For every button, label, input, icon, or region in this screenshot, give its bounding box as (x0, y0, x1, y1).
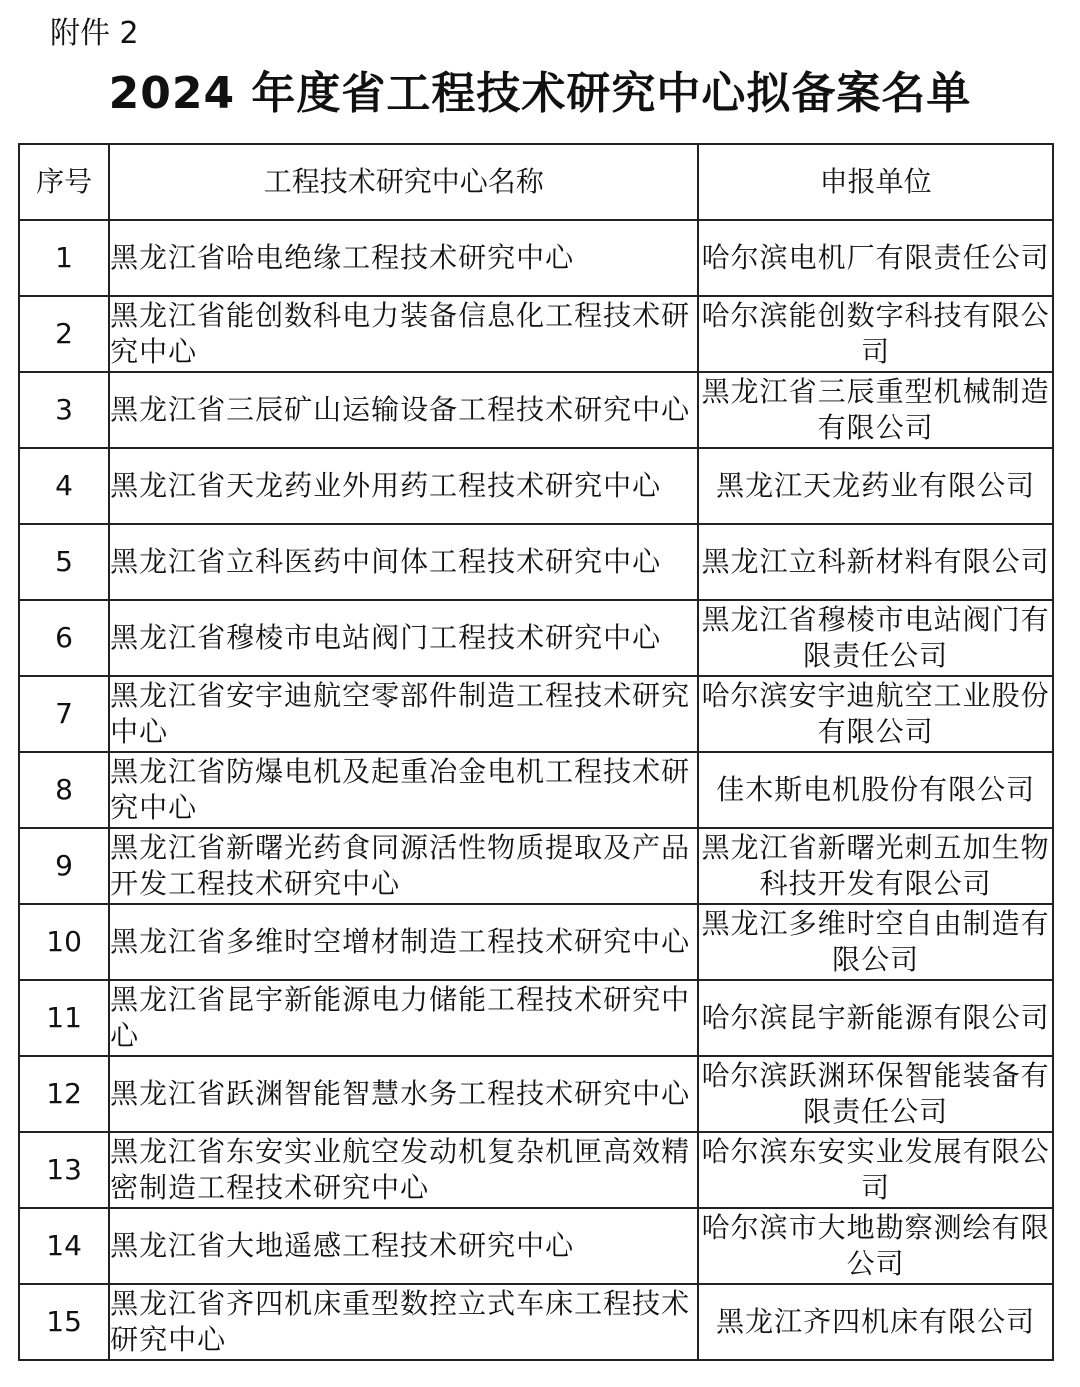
row-no: 15 (19, 1284, 109, 1360)
table-row (19, 752, 1053, 828)
table-row (19, 1208, 1053, 1284)
center-name: 黑龙江省防爆电机及起重冶金电机工程技术研究中心 (109, 752, 698, 828)
row-no: 14 (19, 1208, 109, 1284)
table-row (19, 448, 1053, 524)
header-center-name: 工程技术研究中心名称 (109, 144, 698, 220)
center-name: 黑龙江省哈电绝缘工程技术研究中心 (109, 220, 698, 296)
applicant-unit: 哈尔滨电机厂有限责任公司 (698, 220, 1053, 296)
applicant-unit: 哈尔滨昆宇新能源有限公司 (698, 980, 1053, 1056)
applicant-unit: 黑龙江省新曙光刺五加生物科技开发有限公司 (698, 828, 1053, 904)
applicant-unit: 哈尔滨跃渊环保智能装备有限责任公司 (698, 1056, 1053, 1132)
row-no: 8 (19, 752, 109, 828)
header-applicant-unit: 申报单位 (698, 144, 1053, 220)
table-row (19, 372, 1053, 448)
center-name: 黑龙江省多维时空增材制造工程技术研究中心 (109, 904, 698, 980)
applicant-unit: 黑龙江省穆棱市电站阀门有限责任公司 (698, 600, 1053, 676)
applicant-unit: 黑龙江多维时空自由制造有限公司 (698, 904, 1053, 980)
table-row (19, 1056, 1053, 1132)
applicant-unit: 黑龙江齐四机床有限公司 (698, 1284, 1053, 1360)
table-row (19, 1284, 1053, 1360)
center-name: 黑龙江省立科医药中间体工程技术研究中心 (109, 524, 698, 600)
header-no: 序号 (19, 144, 109, 220)
applicant-unit: 哈尔滨东安实业发展有限公司 (698, 1132, 1053, 1208)
table-row (19, 524, 1053, 600)
row-no: 7 (19, 676, 109, 752)
applicant-unit: 佳木斯电机股份有限公司 (698, 752, 1053, 828)
table-row (19, 980, 1053, 1056)
table-header-row (19, 144, 1053, 220)
table-row (19, 904, 1053, 980)
center-name: 黑龙江省能创数科电力装备信息化工程技术研究中心 (109, 296, 698, 372)
table-row (19, 600, 1053, 676)
applicant-unit: 哈尔滨市大地勘察测绘有限公司 (698, 1208, 1053, 1284)
table-row (19, 220, 1053, 296)
center-name: 黑龙江省穆棱市电站阀门工程技术研究中心 (109, 600, 698, 676)
center-name: 黑龙江省三辰矿山运输设备工程技术研究中心 (109, 372, 698, 448)
center-name: 黑龙江省天龙药业外用药工程技术研究中心 (109, 448, 698, 524)
applicant-unit: 哈尔滨能创数字科技有限公司 (698, 296, 1053, 372)
table-row (19, 1132, 1053, 1208)
center-name: 黑龙江省昆宇新能源电力储能工程技术研究中心 (109, 980, 698, 1056)
center-name: 黑龙江省跃渊智能智慧水务工程技术研究中心 (109, 1056, 698, 1132)
center-name: 黑龙江省齐四机床重型数控立式车床工程技术研究中心 (109, 1284, 698, 1360)
table-row (19, 676, 1053, 752)
center-name: 黑龙江省大地遥感工程技术研究中心 (109, 1208, 698, 1284)
table-row (19, 296, 1053, 372)
row-no: 2 (19, 296, 109, 372)
applicant-unit: 黑龙江省三辰重型机械制造有限公司 (698, 372, 1053, 448)
center-name: 黑龙江省东安实业航空发动机复杂机匣高效精密制造工程技术研究中心 (109, 1132, 698, 1208)
row-no: 11 (19, 980, 109, 1056)
document-title: 2024 年度省工程技术研究中心拟备案名单 (108, 68, 972, 119)
row-no: 4 (19, 448, 109, 524)
row-no: 3 (19, 372, 109, 448)
row-no: 10 (19, 904, 109, 980)
row-no: 9 (19, 828, 109, 904)
center-name: 黑龙江省安宇迪航空零部件制造工程技术研究中心 (109, 676, 698, 752)
applicant-unit: 哈尔滨安宇迪航空工业股份有限公司 (698, 676, 1053, 752)
row-no: 5 (19, 524, 109, 600)
applicant-unit: 黑龙江立科新材料有限公司 (698, 524, 1053, 600)
row-no: 13 (19, 1132, 109, 1208)
row-no: 1 (19, 220, 109, 296)
filing-list-table (18, 143, 1054, 1361)
center-name: 黑龙江省新曙光药食同源活性物质提取及产品开发工程技术研究中心 (109, 828, 698, 904)
row-no: 6 (19, 600, 109, 676)
attachment-label: 附件 2 (50, 16, 139, 51)
row-no: 12 (19, 1056, 109, 1132)
table-row (19, 828, 1053, 904)
applicant-unit: 黑龙江天龙药业有限公司 (698, 448, 1053, 524)
